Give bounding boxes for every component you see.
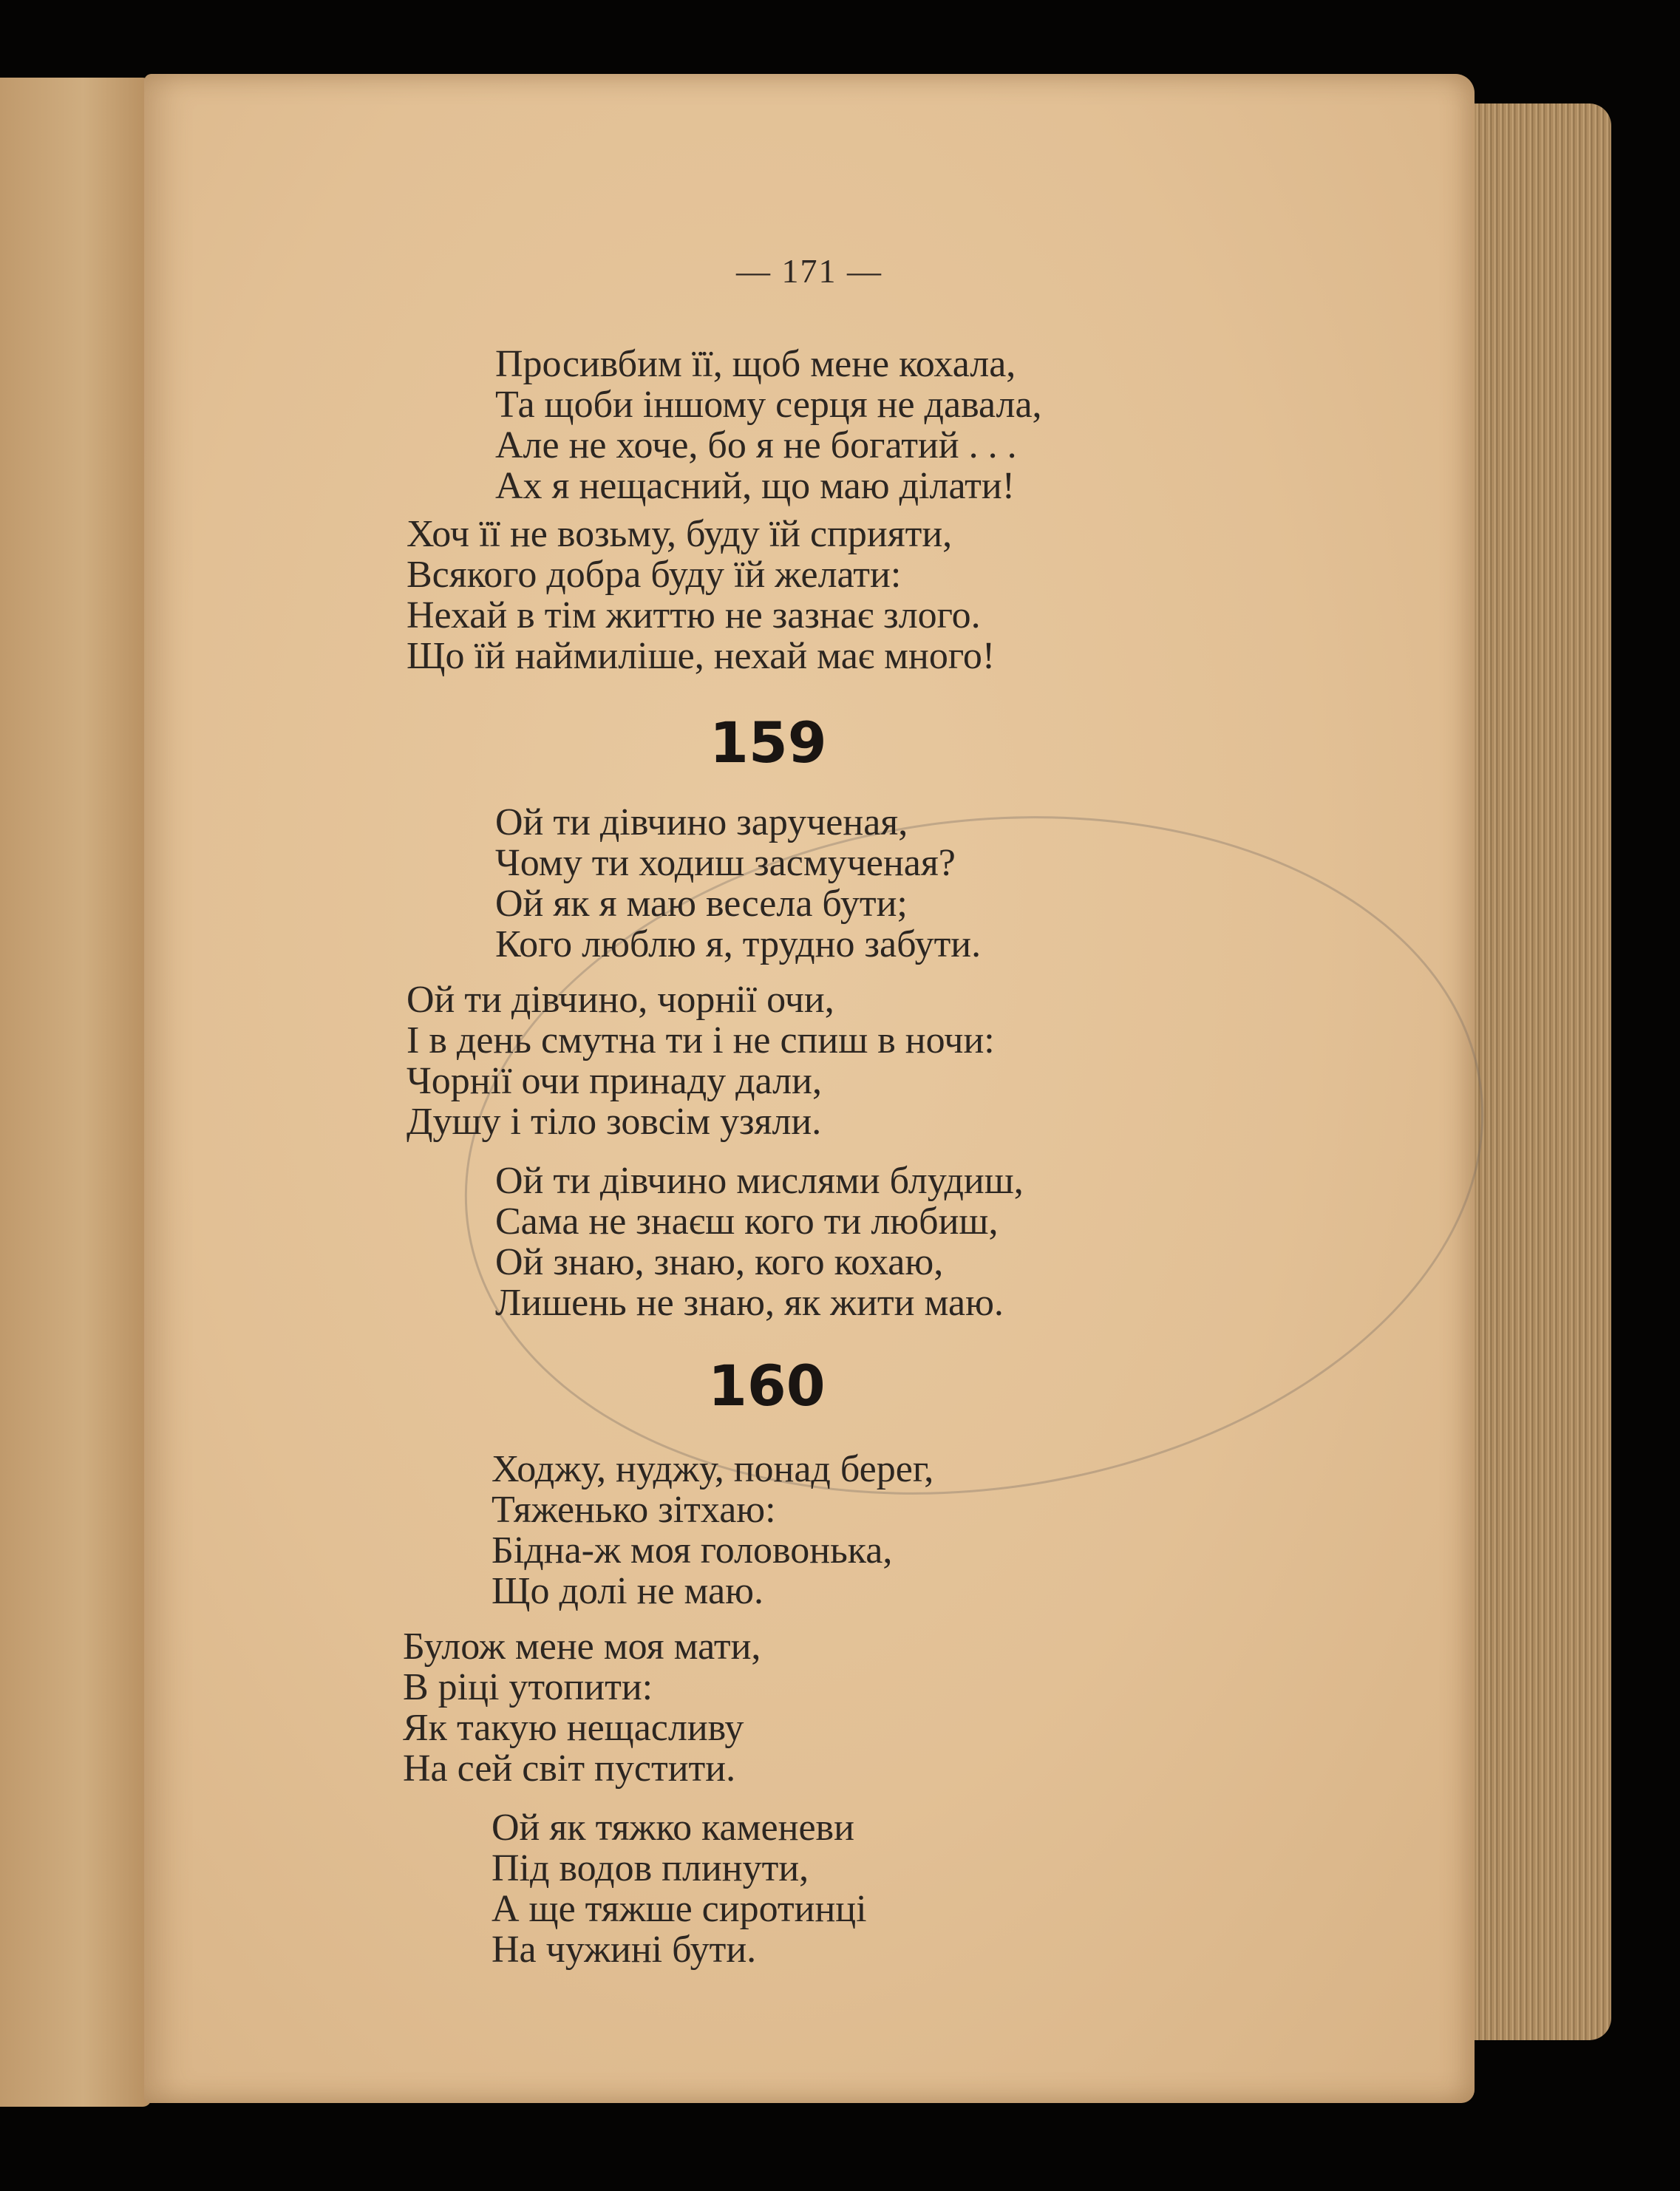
verse-line: Що долі не маю.: [492, 1570, 764, 1612]
poem-159-stanza-2: [407, 979, 995, 1142]
poem-number-160: 160: [708, 1353, 826, 1419]
verse-line: Булож мене моя мати,: [403, 1626, 761, 1668]
verse-line: Нехай в тім життю не зазнає злого.: [407, 594, 981, 636]
verse-line: Тяженько зітхаю:: [492, 1489, 776, 1531]
verse-line: Ой знаю, знаю, кого кохаю,: [495, 1241, 944, 1283]
verse-line: В ріці утопити:: [403, 1666, 653, 1708]
verse-line: Просивбим її, щоб мене кохала,: [495, 343, 1016, 385]
verse-line: Душу і тіло зовсім узяли.: [407, 1101, 822, 1143]
verse-line: Бідна-ж моя головонька,: [492, 1529, 893, 1572]
verse-line: Ой ти дівчино, чорнії очи,: [407, 979, 834, 1021]
verse-line: На чужині бути.: [492, 1929, 757, 1971]
verse-line: Ах я нещасний, що маю ділати!: [495, 465, 1016, 507]
verse-line: Ой ти дівчино зарученая,: [495, 801, 908, 843]
verse-line: Чорнії очи принаду дали,: [407, 1060, 822, 1102]
verse-line: Ой як тяжко каменеви: [492, 1807, 854, 1849]
verse-line: Хоч її не возьму, буду їй сприяти,: [407, 513, 953, 555]
poem-160-stanza-3: [492, 1807, 867, 1970]
verse-line: Чому ти ходиш засмученая?: [495, 842, 956, 884]
poem-160-stanza-1: [492, 1449, 933, 1611]
poem-159-stanza-1: [495, 802, 981, 965]
verse-line: Кого люблю я, трудно забути.: [495, 923, 982, 965]
verse-line: Ходжу, нуджу, понад берег,: [492, 1448, 934, 1490]
verse-line: Що їй наймиліше, нехай має много!: [407, 635, 996, 677]
book-page: [144, 74, 1475, 2103]
verse-line: І в день смутна ти і не спиш в ночи:: [407, 1019, 995, 1061]
verse-line: Та щоби іншому серця не давала,: [495, 384, 1042, 426]
verse-line: Але не хоче, бо я не богатий . . .: [495, 424, 1017, 466]
verse-line: Ой як я маю весела бути;: [495, 883, 908, 925]
poem-159-stanza-3: [495, 1161, 1024, 1323]
verse-line: Сама не знаєш кого ти любиш,: [495, 1200, 999, 1243]
poem-number-159: 159: [710, 710, 827, 775]
verse-line: Ой ти дівчино мислями блудиш,: [495, 1160, 1024, 1202]
verse-line: Всякого добра буду їй желати:: [407, 554, 902, 596]
left-page-edge: [0, 78, 152, 2107]
verse-line: Лишень не знаю, як жити маю.: [495, 1282, 1004, 1324]
prev-poem-stanza-2: [407, 514, 995, 676]
verse-line: Під водов плинути,: [492, 1847, 809, 1889]
verse-line: Як такую нещасливу: [403, 1707, 744, 1749]
prev-poem-stanza-1: [495, 344, 1042, 506]
verse-line: На сей світ пустити.: [403, 1747, 736, 1790]
verse-line: А ще тяжше сиротинці: [492, 1888, 867, 1930]
page-number: — 171 —: [736, 252, 882, 290]
poem-160-stanza-2: [403, 1626, 761, 1789]
